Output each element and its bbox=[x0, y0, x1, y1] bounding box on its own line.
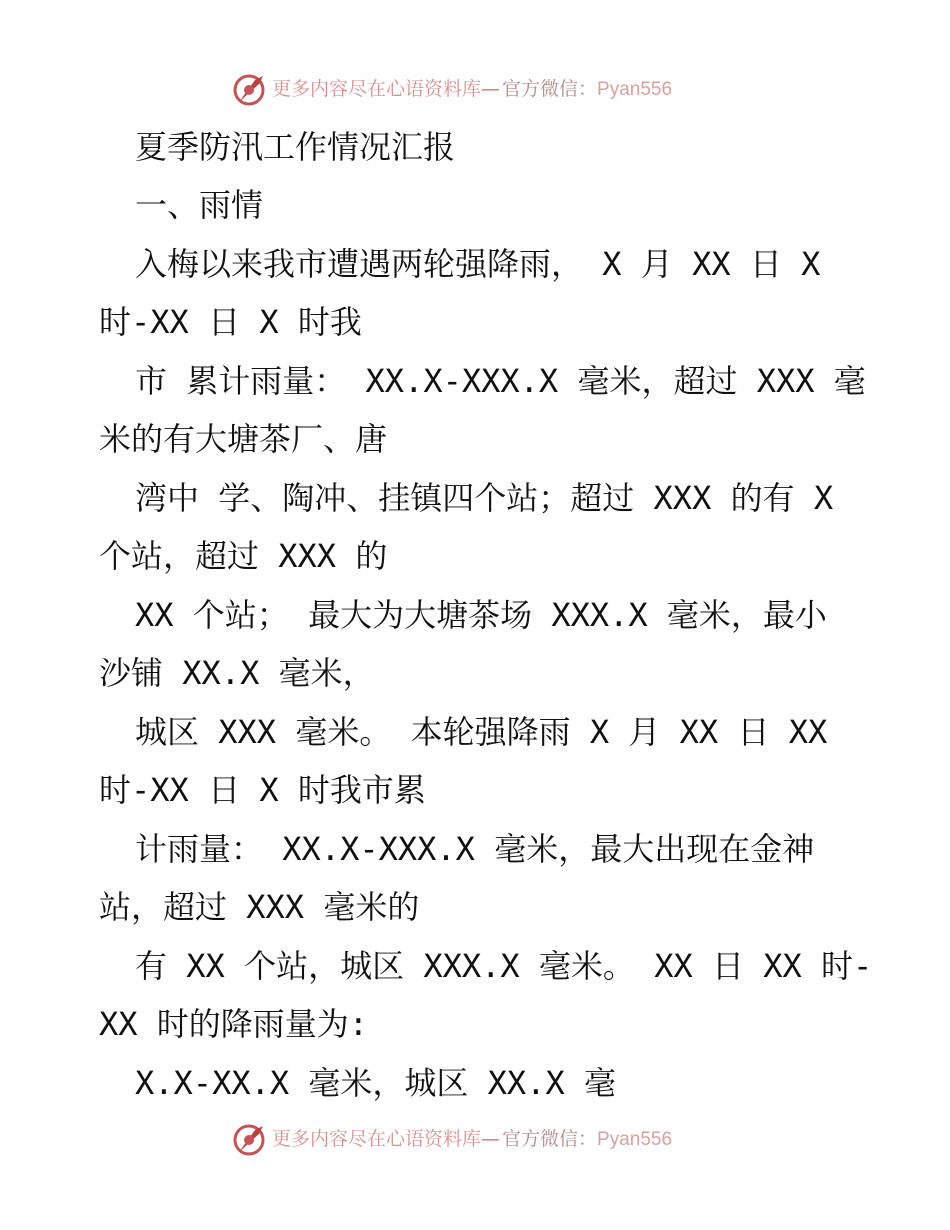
paragraph-line: 有 XX 个站，城区 XXX.X 毫米。 XX 日 XX 时- bbox=[135, 947, 873, 985]
dash: — bbox=[481, 1128, 501, 1150]
footer-banner bbox=[0, 1120, 950, 1160]
header-banner bbox=[0, 70, 950, 110]
quill-logo-icon bbox=[233, 1122, 267, 1156]
paragraph-line: 入梅以来我市遭遇两轮强降雨， X 月 XX 日 X bbox=[135, 245, 821, 283]
paragraph-line: 米的有大塘茶厂、唐 bbox=[99, 420, 388, 458]
document-title: 夏季防汛工作情况汇报 bbox=[135, 128, 456, 166]
brand-text: 更多内容尽在心语资料库 bbox=[272, 78, 482, 100]
wechat-label: 官方微信： bbox=[502, 78, 598, 100]
paragraph-line: XX 个站； 最大为大塘茶场 XXX.X 毫米，最小 bbox=[135, 596, 827, 634]
paragraph-line: 沙铺 XX.X 毫米， bbox=[99, 654, 375, 692]
paragraph-line: 市 累计雨量： XX.X-XXX.X 毫米，超过 XXX 毫 bbox=[135, 362, 866, 400]
paragraph-line: XX 时的降雨量为: bbox=[99, 1005, 369, 1043]
wechat-id: Pyan556 bbox=[597, 79, 673, 100]
paragraph-line: 城区 XXX 毫米。 本轮强降雨 X 月 XX 日 XX bbox=[135, 713, 828, 751]
paragraph-line: 时-XX 日 X 时我 bbox=[99, 303, 362, 341]
section-heading: 一、雨情 bbox=[135, 186, 264, 224]
paragraph-line: 个站，超过 XXX 的 bbox=[99, 537, 388, 575]
paragraph-line: 计雨量： XX.X-XXX.X 毫米，最大出现在金神 bbox=[135, 830, 815, 868]
wechat-id: Pyan556 bbox=[597, 1129, 673, 1150]
paragraph-line: 时-XX 日 X 时我市累 bbox=[99, 771, 426, 809]
quill-logo-icon bbox=[233, 72, 267, 106]
paragraph-line: 站，超过 XXX 毫米的 bbox=[99, 888, 420, 926]
paragraph-line: X.X-XX.X 毫米，城区 XX.X 毫 bbox=[135, 1064, 616, 1102]
wechat-label: 官方微信： bbox=[502, 1128, 598, 1150]
brand-text: 更多内容尽在心语资料库 bbox=[272, 1128, 482, 1150]
promo-text bbox=[272, 1128, 672, 1151]
promo-text bbox=[272, 78, 672, 101]
paragraph-line: 湾中 学、陶冲、挂镇四个站；超过 XXX 的有 X bbox=[135, 479, 834, 517]
dash: — bbox=[481, 78, 501, 100]
